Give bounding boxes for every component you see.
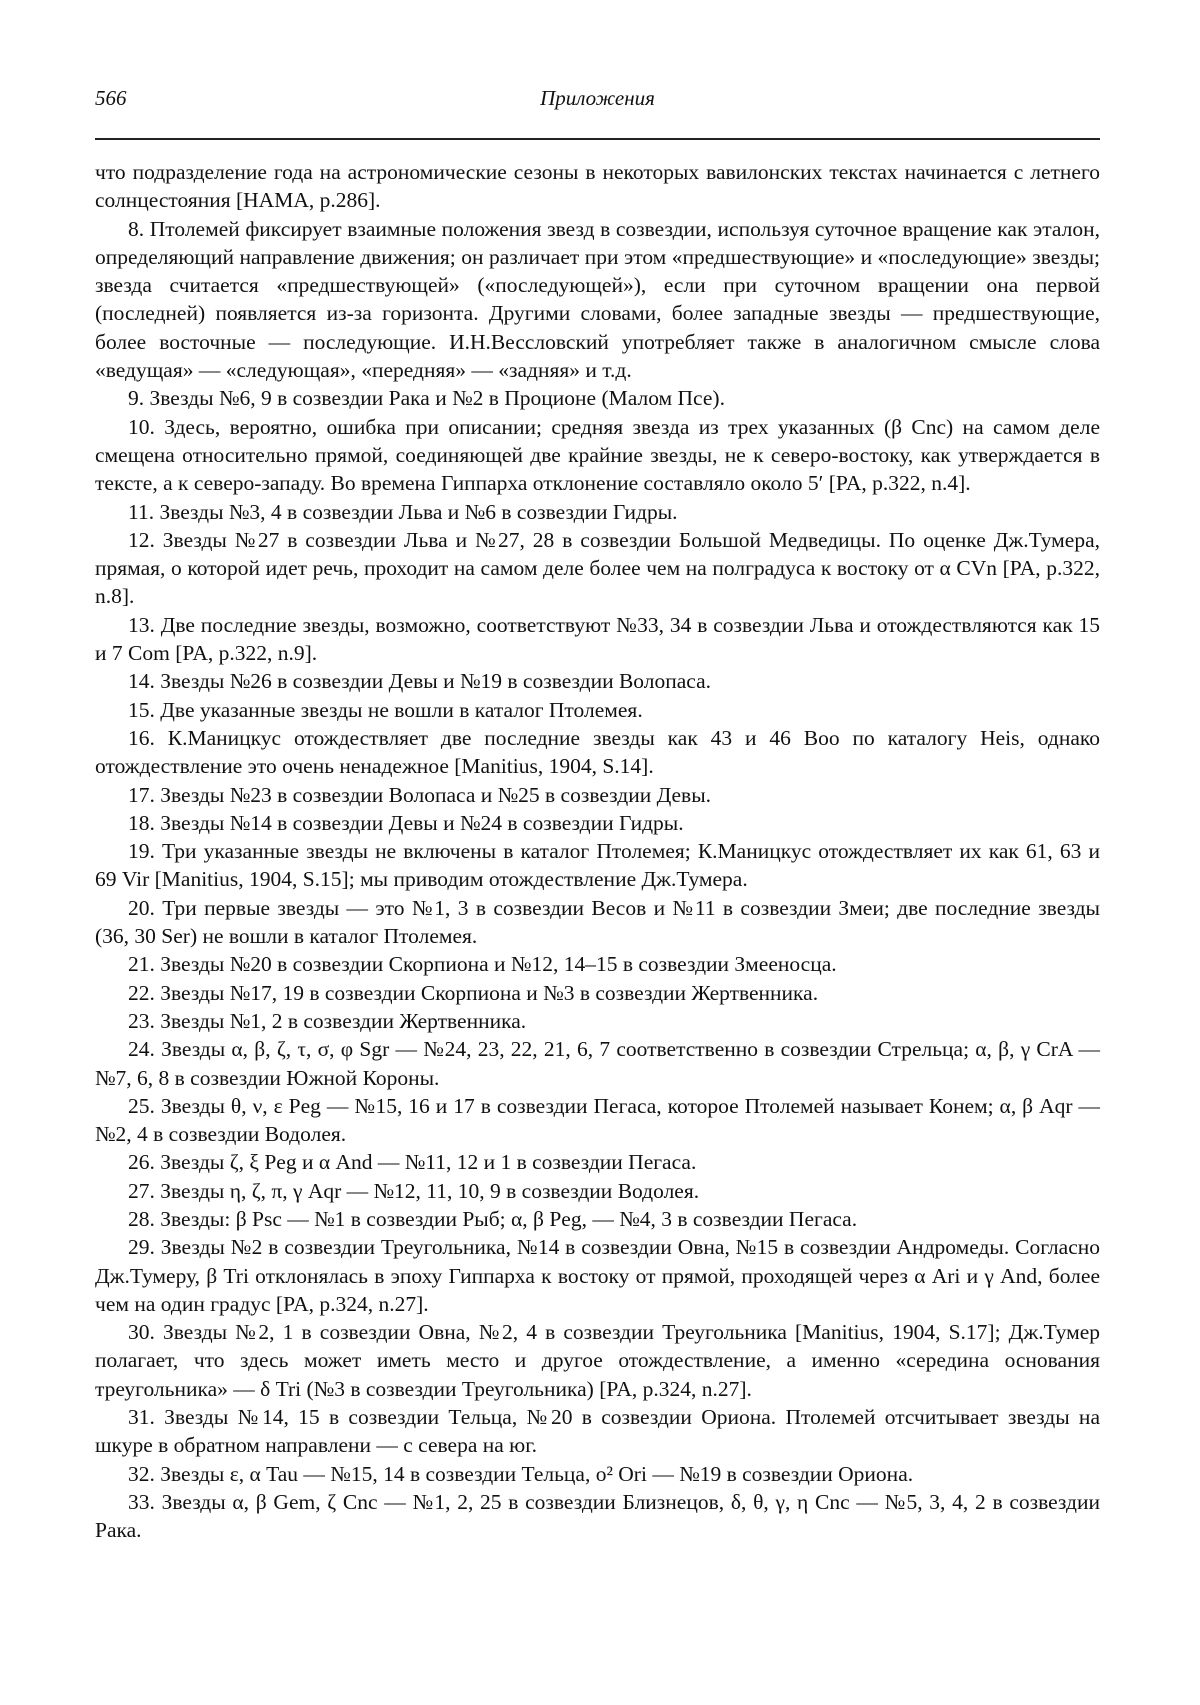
note-20: 20. Три первые звезды — это №1, 3 в созвездии Весов и №11 в созвездии Змеи; две последние звезды (36, 30 Ser) не вошли в каталог Птолемея. — [95, 895, 1100, 949]
note-26: 26. Звезды ζ, ξ Peg и α And — №11, 12 и 1 в созвездии Пегаса. — [128, 1150, 697, 1175]
note-32: 32. Звезды ε, α Tau — №15, 14 в созвездии Тельца, o² Ori — №19 в созвездии Ориона. — [128, 1461, 914, 1486]
note-9: 9. Звезды №6, 9 в созвездии Рака и №2 в Проционе (Малом Псе). — [128, 386, 725, 411]
note-25: 25. Звезды θ, ν, ε Peg — №15, 16 и 17 в созвездии Пегаса, которое Птолемей называет Конем; α, β Aqr — №2, 4 в созвездии Водолея. — [95, 1093, 1100, 1147]
note-18: 18. Звезды №14 в созвездии Девы и №24 в созвездии Гидры. — [128, 810, 684, 835]
note-11: 11. Звезды №3, 4 в созвездии Льва и №6 в созвездии Гидры. — [128, 499, 678, 524]
running-head: Приложения — [540, 86, 655, 110]
note-14: 14. Звезды №26 в созвездии Девы и №19 в созвездии Волопаса. — [128, 669, 712, 694]
note-29: 29. Звезды №2 в созвездии Треугольника, №14 в созвездии Овна, №15 в созвездии Андромеды. Согласно Дж.Тумеру, β Tri отклонялась в эпоху Гиппарха к востоку от прямой, проходящей через α Ari и γ And, более чем на один градус [PA, p.324, n.27]. — [95, 1235, 1100, 1316]
note-10: 10. Здесь, вероятно, ошибка при описании; средняя звезда из трех указанных (β Cnc) на самом деле смещена относительно прямой, соединяющей две крайние звезды, не к северо-востоку, как утверждается в тексте, а к северо-западу. Во времена Гиппарха отклонение составляло около 5′ [PA, p.322, n.4]. — [95, 414, 1100, 496]
page-number: 566 — [95, 86, 127, 110]
note-19: 19. Три указанные звезды не включены в каталог Птолемея; К.Маницкус отождествляет их как 61, 63 и 69 Vir [Manitius, 1904, S.15]; мы приводим отождествление Дж.Тумера. — [95, 839, 1100, 892]
note-28: 28. Звезды: β Psc — №1 в созвездии Рыб; α, β Peg, — №4, 3 в созвездии Пегаса. — [128, 1206, 858, 1231]
note-33: 33. Звезды α, β Gem, ζ Cnc — №1, 2, 25 в созвездии Близнецов, δ, θ, γ, η Cnc — №5, 3, 4, 2 в созвездии Рака. — [95, 1489, 1100, 1543]
note-22: 22. Звезды №17, 19 в созвездии Скорпиона и №3 в созвездии Жертвенника. — [128, 980, 819, 1005]
note-12: 12. Звезды №27 в созвездии Льва и №27, 28 в созвездии Большой Медведицы. По оценке Дж.Тумера, прямая, о которой идет речь, проходит на самом деле более чем на полградуса к востоку от α CVn [PA, p.322, n.8]. — [95, 527, 1100, 609]
note-15: 15. Две указанные звезды не вошли в каталог Птолемея. — [128, 697, 643, 722]
note-21: 21. Звезды №20 в созвездии Скорпиона и №12, 14–15 в созвездии Змееносца. — [128, 952, 837, 977]
note-30: 30. Звезды №2, 1 в созвездии Овна, №2, 4 в созвездии Треугольника [Manitius, 1904, S.17]; Дж.Тумер полагает, что здесь может иметь место и другое отождествление, а именно «середина основания треугольника» — δ Tri (№3 в созвездии Треугольника) [PA, p.324, n.27]. — [95, 1320, 1100, 1401]
page-header — [95, 86, 1100, 120]
paragraph-continuation: что подразделение года на астрономические сезоны в некоторых вавилонских текстах начинается с летнего солнцестояния [HAMA, p.286]. — [95, 160, 1100, 213]
note-24: 24. Звезды α, β, ζ, τ, σ, φ Sgr — №24, 23, 22, 21, 6, 7 соответственно в созвездии Стрельца; α, β, γ CrA — №7, 6, 8 в созвездии Южной Короны. — [95, 1037, 1100, 1090]
page-body — [95, 158, 1100, 1545]
note-16: 16. К.Маницкус отождествляет две последние звезды как 43 и 46 Boo по каталогу Heis, однако отождествление это очень ненадежное [Manitius, 1904, S.14]. — [95, 725, 1100, 779]
note-13: 13. Две последние звезды, возможно, соответствуют №33, 34 в созвездии Льва и отождествляются как 15 и 7 Com [PA, p.322, n.9]. — [95, 612, 1100, 666]
header-rule — [95, 138, 1100, 140]
note-17: 17. Звезды №23 в созвездии Волопаса и №25 в созвездии Девы. — [128, 782, 712, 807]
note-8: 8. Птолемей фиксирует взаимные положения звезд в созвездии, используя суточное вращение как эталон, определяющий направление движения; он различает при этом «предшествующие» и «последующие» звезды; звезда считается «предшествующей» («последующей»), если при суточном вращении она первой (последней) появляется из-за горизонта. Другими словами, более западные звезды — предшествующие, более восточные — последующие. И.Н.Вессловский употребляет также в аналогичном смысле слова «ведущая» — «следующая», «передняя» — «задняя» и т.д. — [95, 216, 1100, 383]
note-23: 23. Звезды №1, 2 в созвездии Жертвенника. — [128, 1008, 527, 1033]
note-31: 31. Звезды №14, 15 в созвездии Тельца, №20 в созвездии Ориона. Птолемей отсчитывает звезды на шкуре в обратном направлени — с севера на юг. — [95, 1405, 1100, 1458]
note-27: 27. Звезды η, ζ, π, γ Aqr — №12, 11, 10, 9 в созвездии Водолея. — [128, 1178, 700, 1203]
